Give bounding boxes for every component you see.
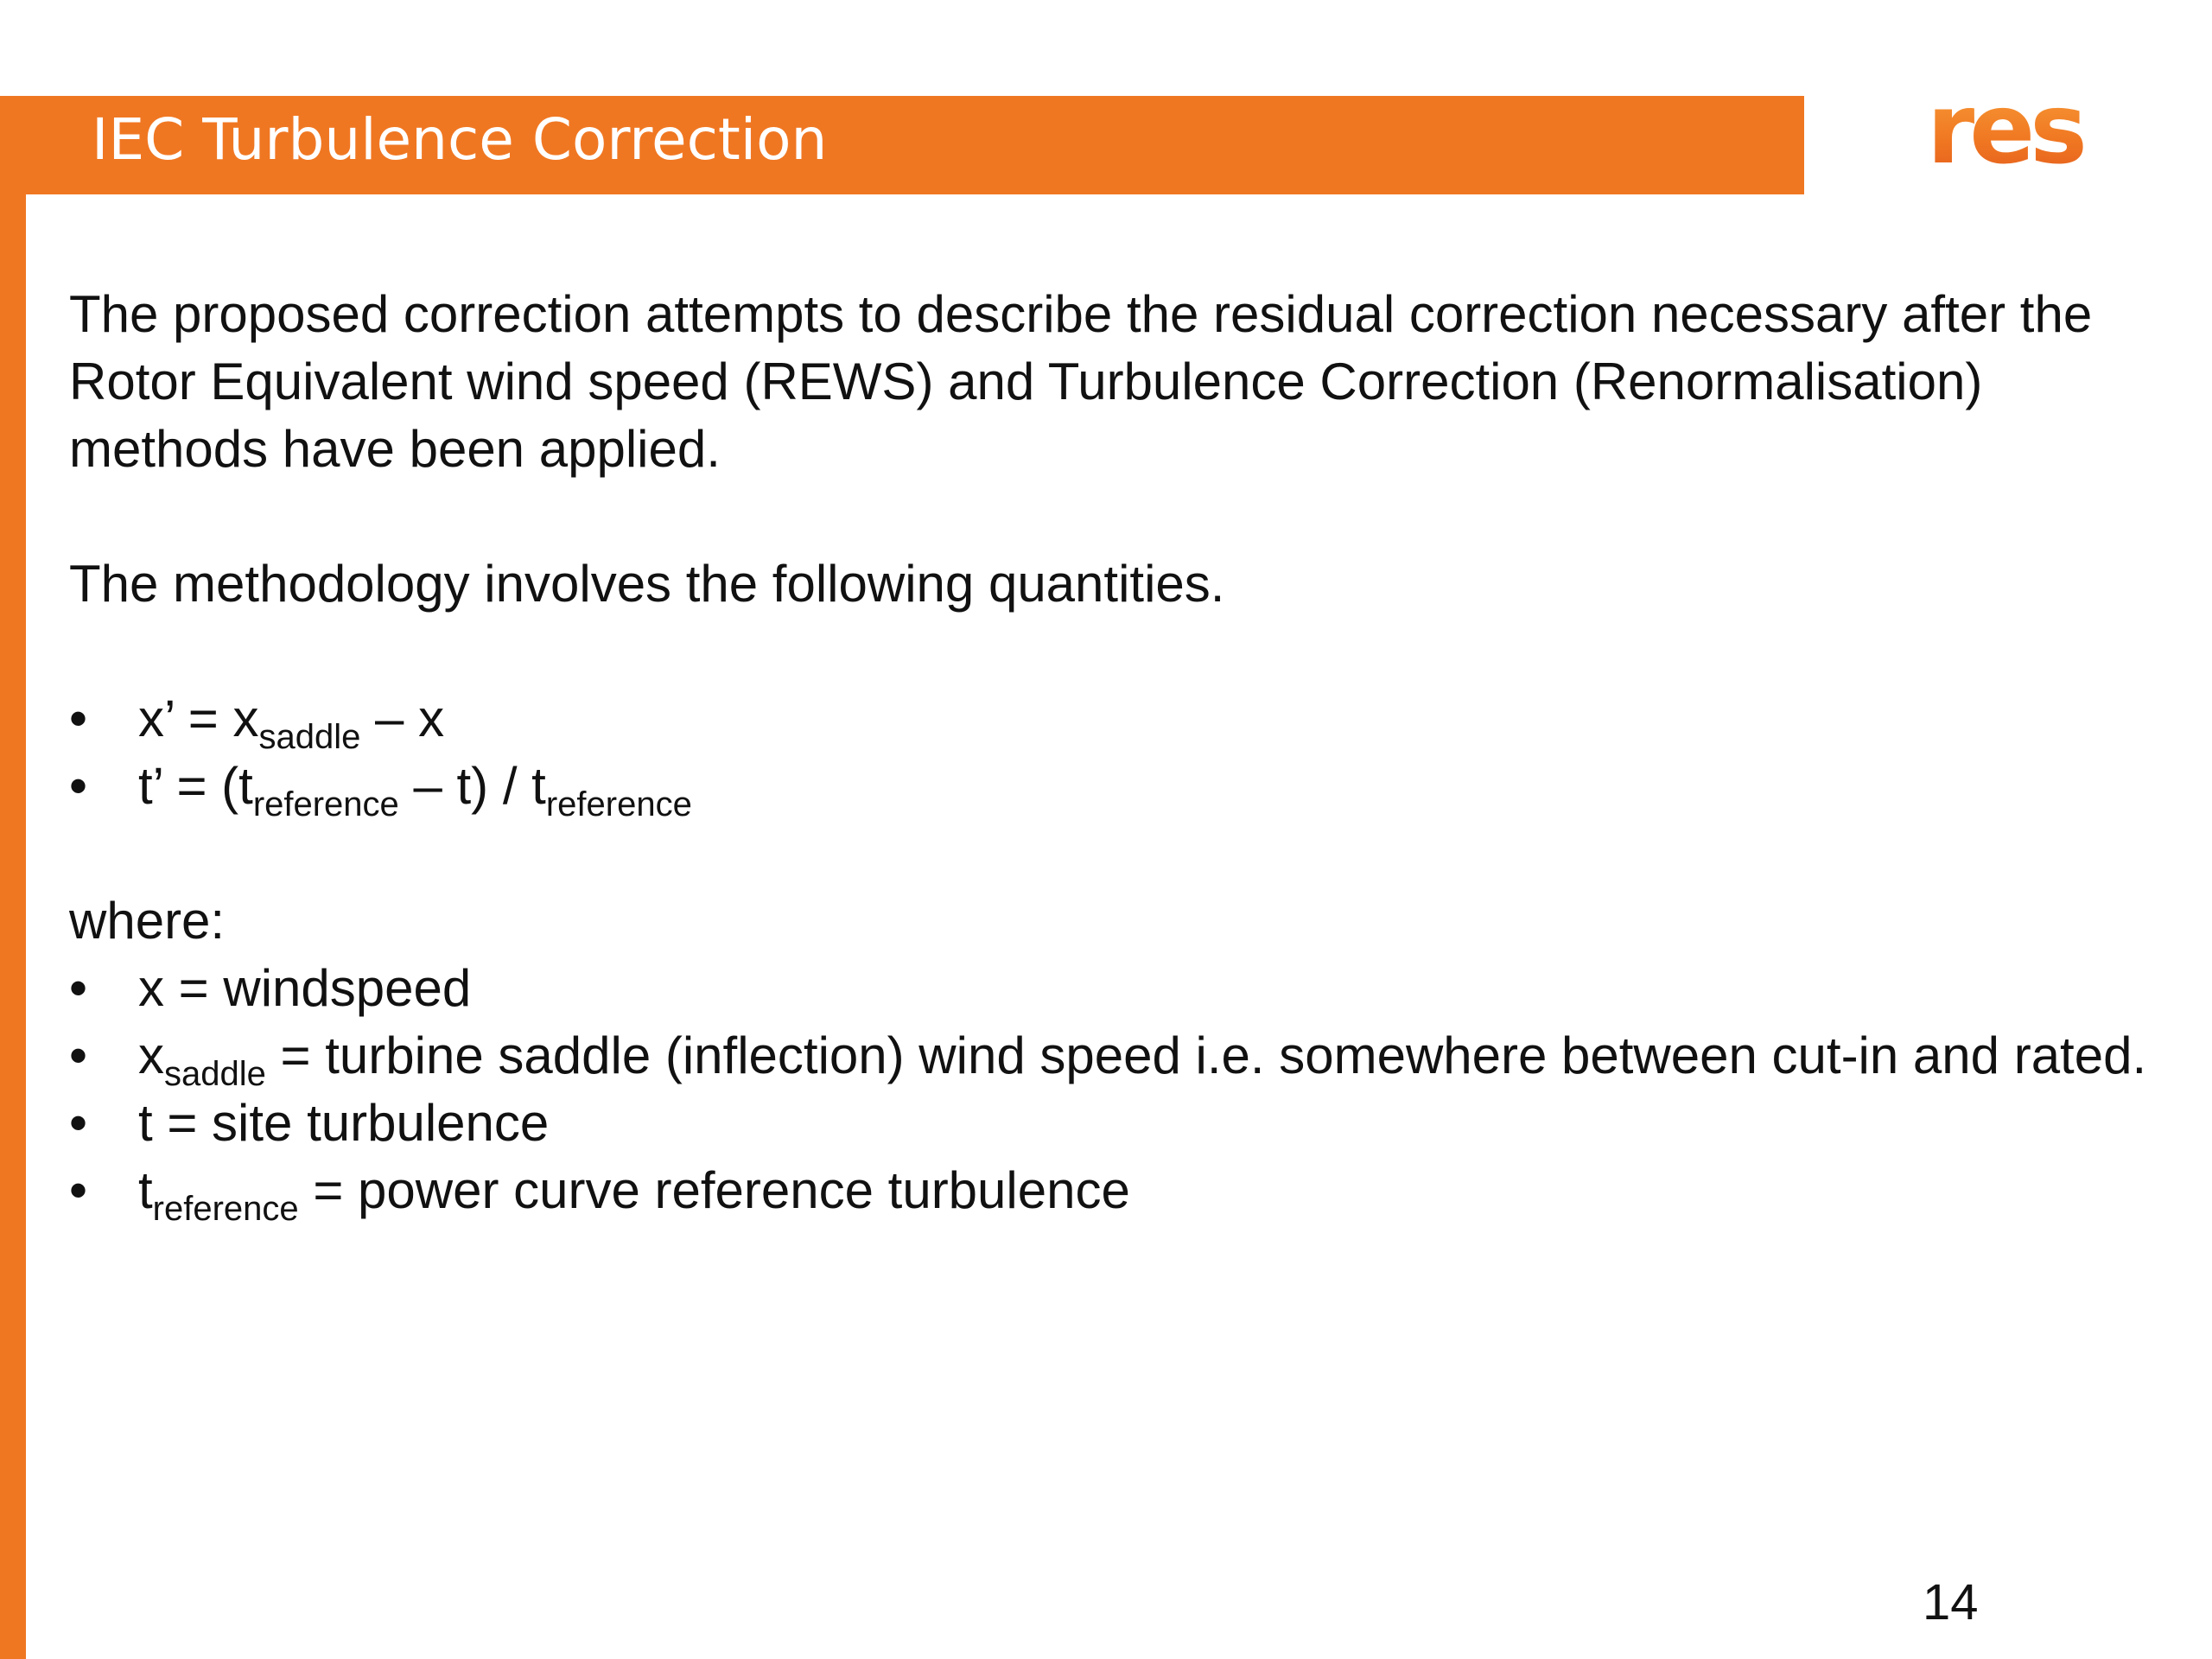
bullet-icon: • (69, 1161, 88, 1219)
methodology-paragraph: The methodology involves the following quantities. (69, 555, 1225, 613)
definition-item: • t = site turbulence (69, 1090, 2177, 1157)
intro-paragraph: The proposed correction attempts to describe the residual correction necessary after the Rotor Equivalent wind speed (REWS) and Turbulence Correction (Renormalisation) methods have been applied. (69, 285, 2093, 478)
slide-content (69, 281, 2177, 1228)
formula-item: • x’ = $x_{saddle}$ – x (69, 685, 2177, 753)
definition-item: • $t_{reference}$ = power curve reference turbulence (69, 1157, 2177, 1224)
formula-item: • t’ = $(t_{reference} - t) / t_{reference}$ (69, 753, 2177, 820)
where-label: where: (69, 892, 226, 950)
bullet-icon: • (69, 1027, 88, 1084)
left-accent-bar (0, 96, 26, 1659)
title-bar (0, 96, 1804, 194)
formula-list (69, 685, 2177, 823)
bullet-icon: • (69, 1094, 88, 1152)
slide-title: IEC Turbulence Correction (92, 106, 828, 173)
definition-list (69, 955, 2177, 1228)
definition-item: • $x_{saddle}$ = turbine saddle (inflection) wind speed i.e. somewhere between cut-in and rated. (69, 1022, 2177, 1090)
bullet-icon: • (69, 959, 88, 1017)
definition-item: • x = windspeed (69, 955, 2177, 1022)
page-number: 14 (1923, 1574, 1979, 1630)
bullet-icon: • (69, 757, 88, 815)
res-logo (1927, 86, 2108, 181)
svg-text:res: res (1927, 86, 2082, 181)
bullet-icon: • (69, 690, 88, 747)
